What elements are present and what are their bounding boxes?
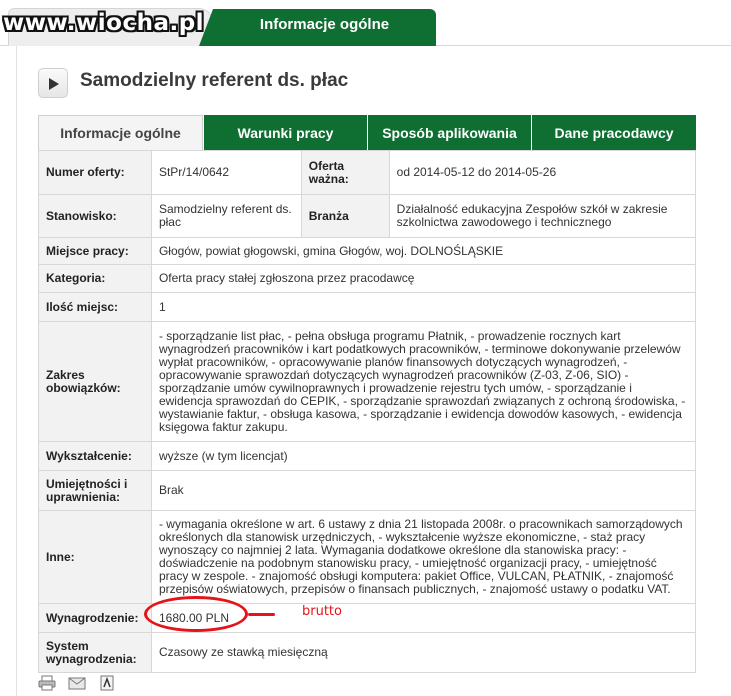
duties-label: Zakres obowiązków:: [39, 322, 152, 442]
offer-number-label: Numer oferty:: [39, 151, 152, 195]
salary-label: Wynagrodzenie:: [39, 604, 152, 633]
offer-number-value: StPr/14/0642: [151, 151, 301, 195]
table-row: [39, 604, 696, 633]
salary-value: 1680.00 PLN: [151, 604, 695, 633]
top-tab-active[interactable]: [213, 9, 436, 46]
tab-sposob-aplikowania[interactable]: Sposób aplikowania: [367, 115, 531, 150]
education-value: wyższe (w tym licencjat): [151, 442, 695, 471]
duties-value: - sporządzanie list płac, - pełna obsługa programu Płatnik, - prowadzenie rocznych kart wynagrodzeń pracowników i kart podatkowych pracowników, - terminowe dokonywanie przelewów wypłat pracowników, - opracowywanie planów finansowych dotyczących wynagrodzeń, - opracowywanie sprawozdań dotyczących wynagrodzeń pracowników (Z-03, Z-06, SIO) - sporządzanie umów cywilnoprawnych i prowadzenie rejestru tych umów, - sporządzanie i ewidencja sprawozdań do CEPIK, - sporządzanie sprawozdań związanych z ochroną środowiska, - wystawianie faktur, - obsługa kasowa, - sporządzanie i ewidencja dowodów kasowych, - ewidencja księgowa faktur zakupu.: [151, 322, 695, 442]
table-row: [39, 293, 696, 322]
expand-button[interactable]: [38, 68, 68, 98]
table-row: [39, 511, 696, 604]
positions-count-value: 1: [151, 293, 695, 322]
table-row: [39, 442, 696, 471]
top-bar: [0, 0, 731, 46]
positions-count-label: Ilość miejsc:: [39, 293, 152, 322]
position-value: Samodzielny referent ds. płac: [151, 195, 301, 238]
tab-warunki-pracy[interactable]: Warunki pracy: [203, 115, 367, 150]
other-value: - wymagania określone w art. 6 ustawy z dnia 21 listopada 2008r. o pracownikach samorządowych określonych dla stanowisk urzędniczych, - wykształcenie wyższe ekonomiczne, - staż pracy wynoszący co najmniej 2 lata. Wymagania dodatkowe określone dla stanowiska pracy: - doświadczenie na podobnym stanowisku pracy, - umiejętność organizacji pracy, - umiejętność pracy w zespole. - znajomość obsługi komputera: pakiet Office, VULCAN, PŁATNIK, - znajomość przepisów oświatowych, przepisów o finansach publicznych, - znajomość ustawy o podatku VAT.: [151, 511, 695, 604]
annotation-line: [248, 613, 275, 616]
watermark: www.wiocha.pl: [3, 10, 205, 36]
offer-valid-label: Oferta ważna:: [301, 151, 389, 195]
page-title: Samodzielny referent ds. płac: [80, 70, 349, 91]
offer-valid-value: od 2014-05-12 do 2014-05-26: [389, 151, 695, 195]
other-label: Inne:: [39, 511, 152, 604]
table-row: [39, 471, 696, 511]
salary-system-value: Czasowy ze stawką miesięczną: [151, 633, 695, 673]
position-label: Stanowisko:: [39, 195, 152, 238]
table-row: [39, 265, 696, 293]
location-value: Głogów, powiat głogowski, gmina Głogów, woj. DOLNOŚLĄSKIE: [151, 238, 695, 265]
skills-label: Umiejętności i uprawnienia:: [39, 471, 152, 511]
salary-highlight-ellipse: [144, 596, 248, 632]
annotation-text: brutto: [302, 604, 342, 619]
education-label: Wykształcenie:: [39, 442, 152, 471]
table-row: [39, 322, 696, 442]
industry-value: Działalność edukacyjna Zespołów szkół w zakresie szkolnictwa zawodowego i technicznego: [389, 195, 695, 238]
tab-bar: [38, 115, 696, 150]
top-tab-label: Informacje ogólne: [259, 16, 390, 33]
table-row: [39, 633, 696, 673]
tab-dane-pracodawcy[interactable]: Dane pracodawcy: [531, 115, 696, 150]
table-row: [39, 238, 696, 265]
table-row: [39, 195, 696, 238]
category-value: Oferta pracy stałej zgłoszona przez pracodawcę: [151, 265, 695, 293]
industry-label: Branża: [301, 195, 389, 238]
pdf-icon[interactable]: [98, 675, 116, 691]
salary-system-label: System wynagrodzenia:: [39, 633, 152, 673]
skills-value: Brak: [151, 471, 695, 511]
table-row: [39, 151, 696, 195]
offer-details-table: [38, 150, 696, 673]
footer-icons: [38, 675, 116, 691]
play-icon: [48, 77, 60, 91]
print-icon[interactable]: [38, 675, 56, 691]
tab-informacje-ogolne[interactable]: Informacje ogólne: [38, 115, 203, 150]
email-icon[interactable]: [68, 675, 86, 691]
category-label: Kategoria:: [39, 265, 152, 293]
location-label: Miejsce pracy:: [39, 238, 152, 265]
